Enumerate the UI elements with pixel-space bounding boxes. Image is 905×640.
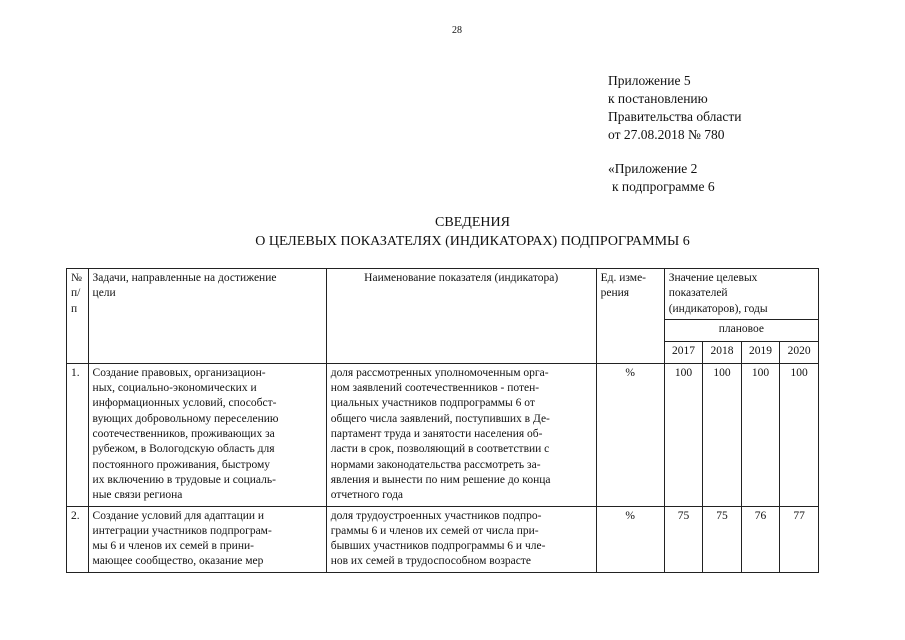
- row-num: 1.: [67, 363, 89, 506]
- header-year: 2017: [664, 341, 703, 363]
- row-value: 75: [664, 506, 703, 572]
- row-value: 100: [741, 363, 780, 506]
- row-value: 100: [780, 363, 819, 506]
- header-planned: плановое: [664, 319, 818, 341]
- header-year: 2020: [780, 341, 819, 363]
- appendix-line: Правительства области: [608, 109, 742, 124]
- document-title: [0, 213, 905, 251]
- header-values: Значение целевых показателей (индикаторов), годы: [664, 269, 818, 320]
- appendix-line: к постановлению: [608, 91, 708, 106]
- header-unit: Ед. изме- рения: [596, 269, 664, 364]
- header-indicator: Наименование показателя (индикатора): [326, 269, 596, 364]
- row-indicator: доля рассмотренных уполномоченным орга- ном заявлений соотечественников - потен- циальных участников подпрограммы 6 от общего числа заявлений, поступивших в Де- партамент труда и занятости населения об- ласти в срок, позволяющий в соответствии с нормами законодательства рассмотреть за- явления и вынести по ним решение до конца отчетного года: [326, 363, 596, 506]
- row-value: 100: [664, 363, 703, 506]
- table-row: [67, 506, 819, 572]
- page-number: 28: [452, 25, 462, 36]
- title-line: О ЦЕЛЕВЫХ ПОКАЗАТЕЛЯХ (ИНДИКАТОРАХ) ПОДПРОГРАММЫ 6: [255, 234, 690, 249]
- row-num: 2.: [67, 506, 89, 572]
- row-unit: %: [596, 363, 664, 506]
- table-row: [67, 363, 819, 506]
- row-task: Создание правовых, организацион- ных, социально-экономических и информационных условий, способст- вующих добровольному переселению соотечественников, проживающих за рубежом, в Вологодскую область для постоянного проживания, быстрому их включению в трудовые и социаль- ные связи региона: [88, 363, 326, 506]
- row-task: Создание условий для адаптации и интеграции участников подпрограм- мы 6 и членов их семей в прини- мающее сообщество, оказание мер: [88, 506, 326, 572]
- row-value: 76: [741, 506, 780, 572]
- indicators-table: [66, 268, 819, 573]
- row-value: 77: [780, 506, 819, 572]
- sub-appendix-block: [608, 160, 715, 196]
- header-year: 2019: [741, 341, 780, 363]
- row-unit: %: [596, 506, 664, 572]
- sub-appendix-line: к подпрограмме 6: [612, 179, 715, 194]
- header-num: № п/п: [67, 269, 89, 364]
- title-line: СВЕДЕНИЯ: [435, 215, 510, 230]
- table-header-row: [67, 269, 819, 320]
- header-year: 2018: [703, 341, 742, 363]
- row-value: 100: [703, 363, 742, 506]
- appendix-line: Приложение 5: [608, 73, 691, 88]
- header-task: Задачи, направленные на достижение цели: [88, 269, 326, 364]
- row-value: 75: [703, 506, 742, 572]
- appendix-line: от 27.08.2018 № 780: [608, 127, 725, 142]
- row-indicator: доля трудоустроенных участников подпро- граммы 6 и членов их семей от числа при- бывших участников подпрограммы 6 и чле- нов их семей в трудоспособном возрасте: [326, 506, 596, 572]
- appendix-block: [608, 72, 741, 144]
- sub-appendix-line: «Приложение 2: [608, 161, 698, 176]
